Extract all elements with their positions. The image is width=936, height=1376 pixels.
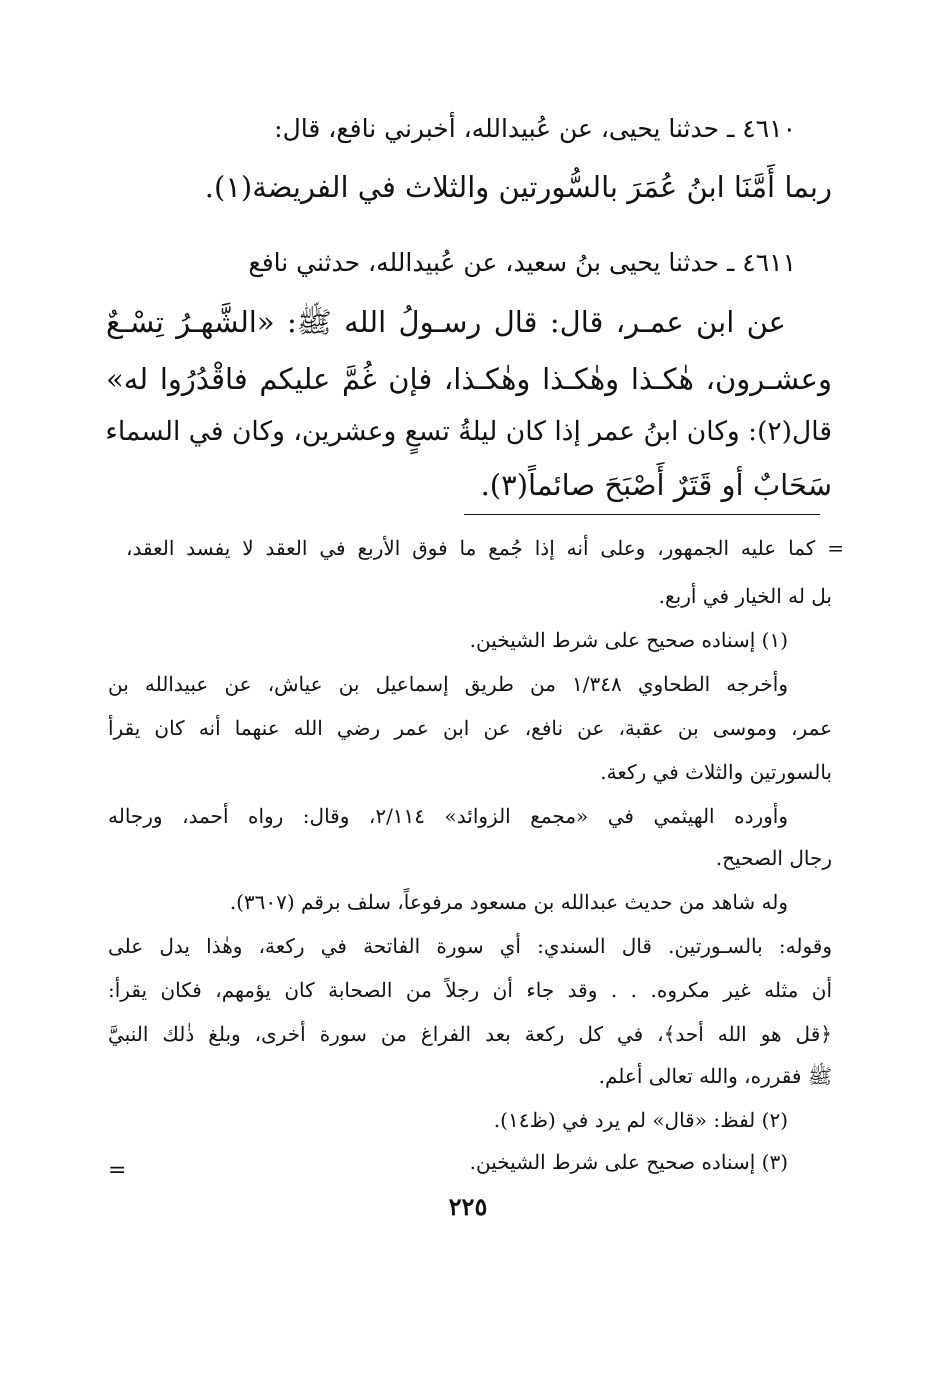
footnote-1-line-9: أن مثله غير مكروه. . . وقد جاء أن رجلاً من الصحابة كان يؤمهم، فكان يقرأ: bbox=[108, 978, 832, 1002]
hadith-4610-isnad: ٤٦١٠ ـ حدثنا يحيى، عن عُبيدالله، أخبرني نافع، قال: bbox=[274, 114, 796, 143]
hadith-4611-isnad: ٤٦١١ ـ حدثنا يحيى بنُ سعيد، عن عُبيدالله، حدثني نافع bbox=[248, 248, 796, 277]
footnote-1-line-8: وقوله: بالسـورتين. قال السندي: أي سورة الفاتحة في ركعة، وهٰذا يدل على bbox=[108, 934, 832, 958]
footnote-line-2: بل له الخيار في أربع. bbox=[658, 584, 832, 608]
footnote-2: (٢) لفظ: «قال» لم يرد في (ظ١٤). bbox=[493, 1108, 788, 1132]
footnote-separator bbox=[464, 514, 820, 515]
footnote-line-1: = كما عليه الجمهور، وعلى أنه إذا جُمع ما فوق الأربع في العقد لا يفسد العقد، bbox=[126, 536, 844, 560]
page-number: ٢٢٥ bbox=[448, 1192, 488, 1221]
footnote-1-line-2: وأخرجه الطحاوي ١/٣٤٨ من طريق إسماعيل بن عياش، عن عبيدالله بن bbox=[108, 672, 788, 696]
footnote-1-line-3: عمر، وموسى بن عقبة، عن نافع، عن ابن عمر رضي الله عنهما أنه كان يقرأ bbox=[108, 716, 832, 740]
footnote-1-line-10: ﴿قل هو الله أحد﴾، في كل ركعة بعد الفراغ من سورة أخرى، وبلغ ذٰلك النبيَّ bbox=[108, 1022, 832, 1046]
hadith-4611-matn-line-4: سَحَابٌ أو قَتَرٌ أَصْبَحَ صائماً(٣). bbox=[480, 468, 832, 502]
continuation-mark: = bbox=[108, 1158, 127, 1183]
hadith-4610-matn: ربما أَمَّنَا ابنُ عُمَرَ بالسُّورتين والثلاث في الفريضة(١). bbox=[204, 170, 832, 204]
footnote-1-line-4: بالسورتين والثلاث في ركعة. bbox=[600, 760, 832, 784]
hadith-4611-matn-line-1: عن ابن عمـر، قال: قال رسـولُ الله ﷺ: «الشَّهـرُ تِسْـعٌ bbox=[106, 305, 786, 339]
footnote-1-line-11: ﷺ فقرره، والله تعالى أعلم. bbox=[598, 1064, 832, 1088]
footnote-1-line-6: رجال الصحيح. bbox=[715, 846, 832, 870]
footnote-1-line-1: (١) إسناده صحيح على شرط الشيخين. bbox=[469, 628, 788, 652]
hadith-4611-matn-line-3: قال(٢): وكان ابنُ عمر إذا كان ليلةُ تسعٍ وعشرين، وكان في السماء bbox=[105, 416, 832, 447]
hadith-4611-matn-line-2: وعشـرون، هٰكـذا وهٰكـذا وهٰكـذا، فإن غُمَّ عليكم فاقْدُرُوا له» bbox=[106, 362, 832, 396]
footnote-1-line-5: وأورده الهيثمي في «مجمع الزوائد» ٢/١١٤، وقال: رواه أحمد، ورجاله bbox=[108, 804, 789, 828]
footnote-1-line-7: وله شاهد من حديث عبدالله بن مسعود مرفوعاً، سلف برقم (٣٦٠٧). bbox=[229, 890, 788, 914]
footnote-3: (٣) إسناده صحيح على شرط الشيخين. bbox=[469, 1150, 788, 1174]
